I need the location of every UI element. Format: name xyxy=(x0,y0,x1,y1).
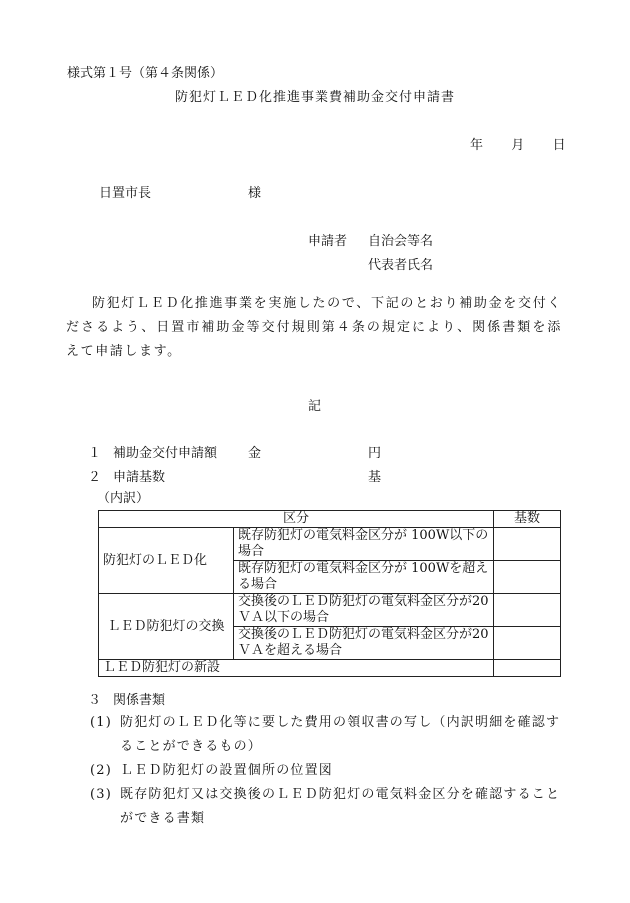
new-install-label: ＬＥＤ防犯灯の新設 xyxy=(99,660,494,677)
application-body-text: 防犯灯ＬＥＤ化推進事業を実施したので、下記のとおり補助金を交付くださるよう、日置市補助金等交付規則第４条の規定により、関係書類を添えて申請します。 xyxy=(66,296,562,359)
addressee-name: 日置市長 xyxy=(99,186,152,201)
document-list-item xyxy=(90,759,562,783)
document-text: 防犯灯のＬＥＤ化等に要した費用の領収書の写し（内訳明細を確認することができるもの） xyxy=(120,715,561,754)
date-line xyxy=(470,139,566,152)
group1-row1-text: 既存防犯灯の電気料金区分が 100W以下の場合 xyxy=(234,528,494,561)
group1-row2-text: 既存防犯灯の電気料金区分が 100Wを超える場合 xyxy=(234,561,494,594)
count-cell[interactable] xyxy=(494,561,561,594)
document-text: 既存防犯灯又は交換後のＬＥＤ防犯灯の電気料金区分を確認することができる書類 xyxy=(120,787,561,826)
form-number: 様式第１号（第４条関係） xyxy=(67,66,224,81)
date-day-label: 日 xyxy=(552,138,566,153)
applicant-label: 申請者 xyxy=(308,234,348,249)
document-title: 防犯灯ＬＥＤ化推進事業費補助金交付申請書 xyxy=(174,90,455,105)
count-cell[interactable] xyxy=(494,528,561,561)
date-year-label: 年 xyxy=(470,138,484,153)
org-name-label: 自治会等名 xyxy=(368,234,434,249)
table-row xyxy=(99,528,561,561)
item1-number: １ xyxy=(88,446,102,461)
document-text: ＬＥＤ防犯灯の設置個所の位置図 xyxy=(120,763,334,778)
count-cell[interactable] xyxy=(494,627,561,660)
group2-row1-text: 交換後のＬＥＤ防犯灯の電気料金区分が20ＶＡ以下の場合 xyxy=(234,594,494,627)
item2-label: 申請基数 xyxy=(113,470,166,485)
document-number: (2) xyxy=(90,763,113,778)
representative-name-label: 代表者氏名 xyxy=(368,258,434,273)
item3-number: ３ xyxy=(88,693,102,708)
addressee-honorific: 様 xyxy=(248,186,262,201)
item1-unit: 円 xyxy=(368,446,382,461)
header-count: 基数 xyxy=(494,511,561,528)
group2-label: ＬＥＤ防犯灯の交換 xyxy=(99,594,234,660)
item2-number: ２ xyxy=(88,470,102,485)
item3-label: 関係書類 xyxy=(113,693,166,708)
count-cell[interactable] xyxy=(494,660,561,677)
table-row xyxy=(99,594,561,627)
document-list-item xyxy=(90,783,562,831)
document-number: (3) xyxy=(90,787,113,802)
item1-label: 補助金交付申請額 xyxy=(113,446,218,461)
breakdown-table xyxy=(98,510,561,677)
item2-unit: 基 xyxy=(368,470,382,485)
group2-row2-text: 交換後のＬＥＤ防犯灯の電気料金区分が20ＶＡを超える場合 xyxy=(234,627,494,660)
breakdown-label: （内訳） xyxy=(97,491,150,506)
document-list-item xyxy=(90,711,562,759)
group1-label: 防犯灯のＬＥＤ化 xyxy=(99,528,234,594)
table-row xyxy=(99,660,561,677)
document-number: (1) xyxy=(90,715,113,730)
date-month-label: 月 xyxy=(511,138,525,153)
table-header-row xyxy=(99,511,561,528)
count-cell[interactable] xyxy=(494,594,561,627)
ki-heading: 記 xyxy=(308,399,322,414)
header-category: 区分 xyxy=(99,511,494,528)
item1-prefix: 金 xyxy=(248,446,262,461)
